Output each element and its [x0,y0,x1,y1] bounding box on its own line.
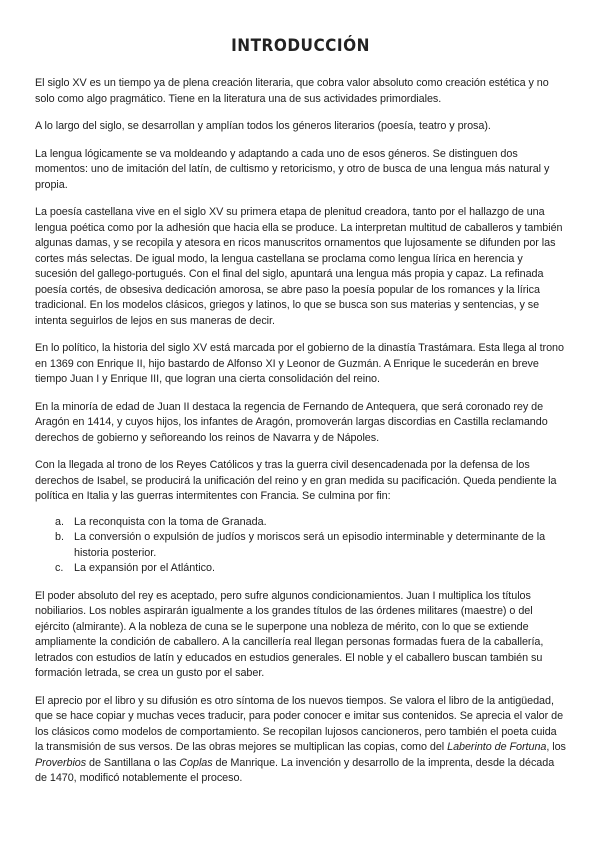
page-title: INTRODUCCIÓN [231,36,370,56]
achievements-list [35,515,566,577]
book-text-part: , los [546,741,566,753]
paragraph-genres: A lo largo del siglo, se desarrollan y amplían todos los géneros literarios (poesía, teatro y prosa). [35,120,491,132]
list-item [35,515,566,531]
list-item-text: La expansión por el Atlántico. [74,562,216,574]
list-item-text: La conversión o expulsión de judíos y moriscos será un episodio interminable y determinante de la historia posterior. [74,531,546,559]
list-item-marker: b. [55,531,65,543]
paragraph-literary-creation: El siglo XV es un tiempo ya de plena creación literaria, que cobra valor absoluto como creación estética y no solo como algo pragmático. Tiene en la literatura una de sus actividades primordiales. [35,77,549,105]
paragraph-language: La lengua lógicamente se va moldeando y adaptando a cada uno de esos géneros. Se distinguen dos momentos: uno de imitación del latín, de cultismo y retoricismo, y otro de busca de una lengua más natural y propia. [35,147,550,191]
book-text-part: de Manrique. La invención y desarrollo de la imprenta, desde la década de 1470, modificó notablemente el proceso. [35,756,555,784]
work-title-coplas: Coplas [179,756,213,769]
paragraph-nobility: El poder absoluto del rey es aceptado, pero sufre algunos condicionamientos. Juan I multiplica los títulos nobiliarios. Los nobles aspirarán igualmente a los grandes títulos de las órdenes militares (maestre) o del ejército (almirante). A la nobleza de cuna se le superpone una nobleza de mérito, con lo que se extiende ampliamente la condición de caballero. A la cancillería real llegan personas formadas fuera de la caballería, letrados con estudios de latín y educados en estudios generales. El noble y el caballero buscan también su formación letrada, se crea un gusto por el saber. [35,589,544,679]
paragraph-castilian-poetry: La poesía castellana vive en el siglo XV su primera etapa de plenitud creadora, tanto por el hallazgo de una lengua poética como por la adhesión que hacia ella se produce. La interpretan multitud de caballeros y también algunas damas, y se recopila y atesora en ricos manuscritos ornamentos que lujosamente se difunden por las cortes más selectas. De igual modo, la lengua castellana se proclama como lengua lírica en herencia y sucesión del gallego-portugués. Con el final del siglo, apuntará una lengua más propia y capaz. La refinada poesía cortés, de obsesiva dedicación amorosa, se abre paso la poesía popular de los romances y la lírica tradicional. En los modelos clásicos, griegos y latinos, lo que se busca son sus materias y sentencias, y se intenta seguirlos de lejos en sus maneras de decir. [35,206,563,327]
paragraph-book-appreciation [35,694,566,787]
list-item-marker: a. [55,515,65,528]
list-item [35,530,566,561]
list-item-text: La reconquista con la toma de Granada. [74,515,267,528]
book-text-part: El aprecio por el libro y su difusión es otro síntoma de los nuevos tiempos. Se valora el libro de la antigüedad, que se hace copiar y muchas veces traducir, para poder conocer e imitar sus contenidos. Se aprecia el valor de los clásicos como modelos de comportamiento. Se recopilan lujosos cancioneros, pero también el poeta cuida la transmisión de sus versos. De las obras mejores se multiplican las copias, como del [35,694,564,753]
paragraph-juan-ii-minority: En la minoría de edad de Juan II destaca la regencia de Fernando de Antequera, que será coronado rey de Aragón en 1414, y cuyos hijos, los infantes de Aragón, promoverán largas discordias en Castilla reclamando derechos de gobierno y señoreando los reinos de Navarra y de Nápoles. [35,400,548,444]
list-item [35,561,566,577]
book-text-part: de Santillana o las [86,756,180,769]
paragraph-catholic-monarchs: Con la llegada al trono de los Reyes Católicos y tras la guerra civil desencadenada por la defensa de los derechos de Isabel, se producirá la unificación del reino y en gran medida su pacificación. Queda pendiente la política en Italia y las guerras intermitentes con Francia. Se culmina por fin: [35,459,557,502]
list-item-marker: c. [55,562,64,574]
work-title-laberinto: Laberinto de Fortuna [447,741,547,753]
work-title-proverbios: Proverbios [35,756,87,769]
paragraph-trastamara-dynasty: En lo político, la historia del siglo XV está marcada por el gobierno de la dinastía Trastámara. Esta llega al trono en 1369 con Enrique II, hijo bastardo de Alfonso XI y Leonor de Guzmán. A Enrique le sucederán en breve tiempo Juan I y Enrique III, que logran una cierta consolidación del reino. [35,342,564,385]
